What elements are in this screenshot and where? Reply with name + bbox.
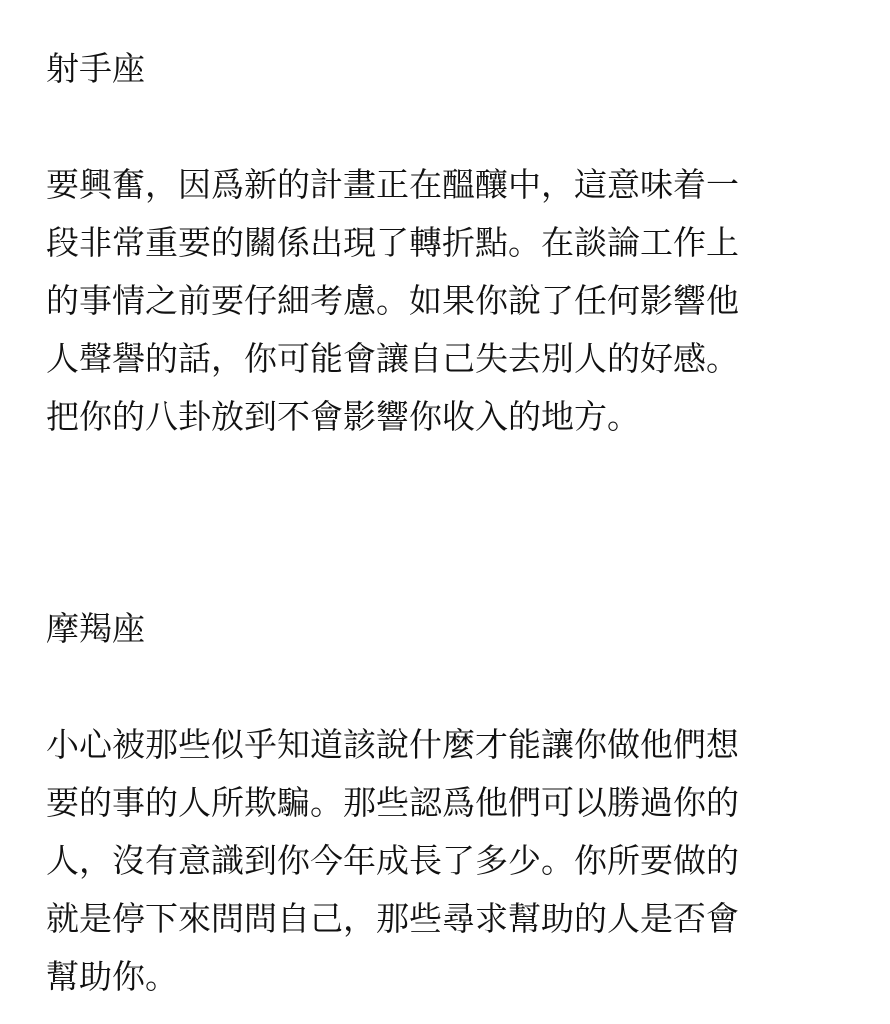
paragraph-line: 人，沒有意識到你今年成長了多少。你所要做的: [46, 841, 739, 880]
section-paragraph: [46, 716, 846, 1006]
section-title: 摩羯座: [46, 609, 145, 648]
paragraph-line: 小心被那些似乎知道該說什麼才能讓你做他們想: [46, 725, 739, 764]
spacer: [46, 98, 846, 156]
paragraph-line: 段非常重要的關係出現了轉折點。在談論工作上: [46, 223, 739, 262]
section-divider-space: [46, 446, 846, 600]
section-sagittarius: [46, 40, 846, 446]
paragraph-line: 幫助你。: [46, 957, 178, 996]
section-title: 射手座: [46, 49, 145, 88]
paragraph-line: 把你的八卦放到不會影響你收入的地方。: [46, 397, 640, 436]
spacer: [46, 658, 846, 716]
horoscope-article: [46, 40, 846, 1006]
paragraph-line: 人聲譽的話，你可能會讓自己失去別人的好感。: [46, 339, 739, 378]
section-capricorn: [46, 600, 846, 1006]
paragraph-line: 要興奮，因爲新的計畫正在醞釀中，這意味着一: [46, 165, 739, 204]
paragraph-line: 的事情之前要仔細考慮。如果你說了任何影響他: [46, 281, 739, 320]
paragraph-line: 就是停下來問問自己，那些尋求幫助的人是否會: [46, 899, 739, 938]
paragraph-line: 要的事的人所欺騙。那些認爲他們可以勝過你的: [46, 783, 739, 822]
section-paragraph: [46, 156, 846, 446]
